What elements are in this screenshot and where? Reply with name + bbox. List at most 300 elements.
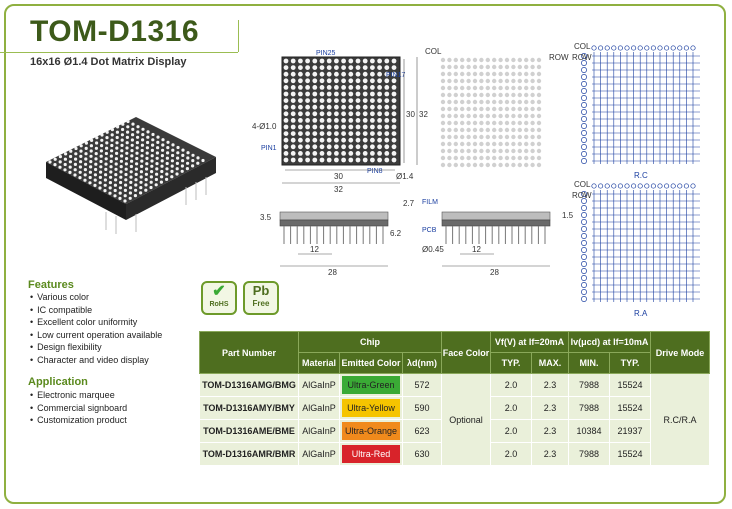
grid-dot	[492, 107, 496, 111]
grid-dot	[511, 135, 515, 139]
schematic-col-pin	[618, 46, 622, 50]
page-subtitle: 16x16 Ø1.4 Dot Matrix Display	[30, 56, 187, 68]
led-dot	[305, 125, 310, 130]
led-dot	[165, 167, 168, 170]
grid-dot	[454, 93, 458, 97]
schematic-col-pin	[631, 46, 635, 50]
free-label: Free	[252, 299, 270, 308]
height-32: 32	[419, 110, 428, 119]
led-dot	[85, 142, 88, 145]
led-dot	[284, 78, 289, 83]
led-dot	[160, 181, 163, 184]
led-dot	[327, 144, 332, 149]
grid-dot	[498, 135, 502, 139]
grid-dot	[530, 156, 534, 160]
grid-dot	[473, 86, 477, 90]
led-dot	[312, 144, 317, 149]
led-dot	[135, 157, 138, 160]
led-dot	[348, 125, 353, 130]
grid-dot	[530, 107, 534, 111]
pin-diameter: Ø0.45	[422, 245, 444, 254]
grid-dot	[498, 79, 502, 83]
pin8-label: PIN8	[367, 168, 383, 175]
led-dot	[377, 138, 382, 143]
led-dot	[291, 72, 296, 77]
grid-dot	[466, 58, 470, 62]
led-dot	[126, 136, 129, 139]
col-row-grid	[425, 45, 575, 175]
led-dot	[83, 179, 86, 182]
schematic-rc-label: R.C	[634, 171, 648, 180]
schematic-col-pin	[592, 46, 596, 50]
dim-12-b: 12	[472, 245, 481, 254]
dim-12: 12	[310, 245, 319, 254]
grid-dot	[498, 121, 502, 125]
led-dot	[170, 170, 173, 173]
led-dot	[121, 139, 124, 142]
header-iv-typ: TYP.	[610, 353, 651, 374]
page-title: TOM-D1316	[30, 15, 200, 48]
grid-dot	[441, 128, 445, 132]
grid-dot	[460, 163, 464, 167]
led-dot	[284, 105, 289, 110]
grid-dot	[518, 93, 522, 97]
led-dot	[320, 92, 325, 97]
grid-dot	[447, 65, 451, 69]
dot-diameter: Ø1.4	[396, 172, 414, 181]
led-dot	[95, 147, 98, 150]
led-dot	[305, 138, 310, 143]
grid-dot	[505, 142, 509, 146]
grid-dot	[518, 149, 522, 153]
grid-dot	[454, 156, 458, 160]
led-dot	[171, 159, 174, 162]
grid-dot	[524, 65, 528, 69]
grid-dot	[466, 79, 470, 83]
led-dot	[298, 158, 303, 163]
grid-dot	[466, 93, 470, 97]
led-dot	[305, 144, 310, 149]
led-dot	[284, 144, 289, 149]
led-dot	[141, 144, 144, 147]
grid-dot	[447, 58, 451, 62]
grid-dot	[537, 86, 541, 90]
grid-dot	[454, 163, 458, 167]
dim-28: 28	[328, 268, 337, 276]
led-dot	[291, 92, 296, 97]
grid-dot	[479, 142, 483, 146]
schematic-col-pin	[691, 184, 695, 188]
led-dot	[305, 118, 310, 123]
led-dot	[363, 78, 368, 83]
led-dot	[370, 125, 375, 130]
grid-dot	[473, 65, 477, 69]
feature-item: • Various color	[30, 291, 162, 304]
led-dot	[377, 151, 382, 156]
grid-dot	[466, 149, 470, 153]
led-dot	[139, 181, 142, 184]
schematic-ra-grid	[581, 184, 700, 302]
grid-dot	[518, 114, 522, 118]
feature-item: • Excellent color uniformity	[30, 316, 162, 329]
led-dot	[84, 168, 87, 171]
led-dot	[291, 85, 296, 90]
led-dot	[100, 144, 103, 147]
led-dot	[89, 171, 92, 174]
led-dot	[363, 98, 368, 103]
lambda-cell: 623	[403, 420, 442, 443]
grid-dot	[518, 163, 522, 167]
grid-dot	[518, 79, 522, 83]
led-dot	[151, 144, 154, 147]
led-dot	[356, 151, 361, 156]
led-dot	[377, 125, 382, 130]
led-dot	[110, 144, 113, 147]
lambda-cell: 630	[403, 443, 442, 466]
led-dot	[131, 128, 134, 131]
grid-dot	[460, 142, 464, 146]
grid-dot	[454, 128, 458, 132]
led-dot	[90, 149, 93, 152]
grid-dot	[454, 114, 458, 118]
led-dot	[363, 92, 368, 97]
led-dot	[114, 184, 117, 187]
led-dot	[334, 125, 339, 130]
grid-dot	[479, 58, 483, 62]
led-dot	[141, 133, 144, 136]
grid-dot	[518, 65, 522, 69]
led-dot	[334, 98, 339, 103]
grid-dot	[486, 58, 490, 62]
grid-dot	[524, 58, 528, 62]
grid-dot	[466, 65, 470, 69]
led-dot	[348, 138, 353, 143]
grid-dot	[454, 65, 458, 69]
feature-item: • Character and video display	[30, 354, 162, 367]
schematic-rc-row-label: ROW	[572, 53, 592, 62]
led-dot	[150, 170, 153, 173]
grid-dot	[524, 100, 528, 104]
led-dot	[370, 158, 375, 163]
grid-dot	[486, 121, 490, 125]
dim-6-2: 6.2	[390, 229, 402, 238]
led-dot	[334, 111, 339, 116]
schematic-ra-col-label: COL	[574, 180, 591, 189]
led-dot	[348, 151, 353, 156]
grid-dot	[479, 79, 483, 83]
led-dot	[327, 65, 332, 70]
led-dot	[363, 151, 368, 156]
grid-dot	[479, 156, 483, 160]
led-dot	[377, 118, 382, 123]
grid-dot	[486, 93, 490, 97]
led-dot	[191, 159, 194, 162]
led-dot	[104, 173, 107, 176]
grid-dot	[498, 128, 502, 132]
led-dot	[136, 141, 139, 144]
schematic-col-pin	[658, 46, 662, 50]
led-dot	[298, 92, 303, 97]
grid-dot	[454, 58, 458, 62]
schematic-col-pin	[664, 46, 668, 50]
dim-28-b: 28	[490, 268, 499, 276]
led-dot	[356, 158, 361, 163]
led-dot	[134, 189, 137, 192]
led-dot	[64, 163, 67, 166]
led-dot	[392, 138, 397, 143]
led-dot	[284, 72, 289, 77]
led-dot	[139, 186, 142, 189]
led-dot	[140, 165, 143, 168]
led-dot	[291, 98, 296, 103]
grid-dot	[524, 79, 528, 83]
led-dot	[377, 111, 382, 116]
led-dot	[370, 59, 375, 64]
led-dot	[341, 118, 346, 123]
led-dot	[119, 176, 122, 179]
grid-dot	[447, 128, 451, 132]
grid-dot	[498, 114, 502, 118]
led-dot	[151, 154, 154, 157]
grid-dot	[524, 156, 528, 160]
led-dot	[130, 160, 133, 163]
grid-dot	[518, 58, 522, 62]
led-dot	[370, 78, 375, 83]
led-dot	[341, 72, 346, 77]
material-cell: AlGaInP	[299, 443, 340, 466]
led-dot	[341, 125, 346, 130]
led-dot	[348, 158, 353, 163]
vf-typ-cell: 2.0	[491, 420, 532, 443]
feature-item: • IC compatible	[30, 304, 162, 317]
led-dot	[73, 173, 76, 176]
grid-dot	[466, 100, 470, 104]
led-dot	[99, 160, 102, 163]
led-dot	[165, 178, 168, 181]
led-dot	[320, 151, 325, 156]
schematic-col-pin	[598, 184, 602, 188]
grid-dot	[486, 149, 490, 153]
grid-dot	[492, 121, 496, 125]
led-dot	[384, 118, 389, 123]
led-dot	[312, 158, 317, 163]
led-dot	[150, 181, 153, 184]
schematic-col-pin	[631, 184, 635, 188]
led-dot	[89, 176, 92, 179]
led-dot	[363, 138, 368, 143]
dim-2-7: 2.7	[403, 199, 415, 208]
led-dot	[119, 170, 122, 173]
grid-dot	[454, 72, 458, 76]
led-dot	[348, 144, 353, 149]
led-dot	[298, 118, 303, 123]
led-dot	[377, 131, 382, 136]
iv-min-cell: 10384	[569, 420, 610, 443]
grid-dot	[498, 93, 502, 97]
header-lambda: λd(nm)	[403, 353, 442, 374]
grid-dot	[441, 163, 445, 167]
header-material: Material	[299, 353, 340, 374]
lambda-cell: 590	[403, 397, 442, 420]
led-dot	[114, 173, 117, 176]
led-dot	[334, 78, 339, 83]
grid-dot	[492, 149, 496, 153]
led-dot	[125, 162, 128, 165]
led-dot	[125, 168, 128, 171]
material-cell: AlGaInP	[299, 374, 340, 397]
led-dot	[377, 158, 382, 163]
iv-typ-cell: 15524	[610, 443, 651, 466]
led-dot	[384, 125, 389, 130]
led-dot	[130, 149, 133, 152]
face-color-cell: Optional	[442, 374, 491, 466]
led-dot	[140, 175, 143, 178]
led-dot	[121, 133, 124, 136]
led-dot	[120, 160, 123, 163]
led-dot	[191, 154, 194, 157]
header-vf-max: MAX.	[532, 353, 569, 374]
led-dot	[84, 152, 87, 155]
led-dot	[165, 173, 168, 176]
led-dot	[123, 199, 126, 202]
led-dot	[312, 59, 317, 64]
grid-dot	[460, 121, 464, 125]
led-dot	[384, 144, 389, 149]
schematic-col-pin	[658, 184, 662, 188]
grid-dot	[524, 86, 528, 90]
led-dot	[166, 151, 169, 154]
led-dot	[84, 173, 87, 176]
part-number-cell: TOM-D1316AMR/BMR	[200, 443, 299, 466]
grid-dot	[511, 93, 515, 97]
grid-dot	[524, 107, 528, 111]
schematic-row-pin	[581, 240, 586, 245]
led-dot	[305, 72, 310, 77]
grid-dot	[473, 121, 477, 125]
led-dot	[334, 151, 339, 156]
led-dot	[116, 136, 119, 139]
led-dot	[284, 151, 289, 156]
led-dot	[150, 159, 153, 162]
led-dot	[136, 146, 139, 149]
grid-dot	[505, 163, 509, 167]
side-view-drawing	[258, 196, 423, 276]
iv-min-cell: 7988	[569, 397, 610, 420]
grid-dot	[518, 121, 522, 125]
grid-dot	[479, 93, 483, 97]
led-dot	[377, 92, 382, 97]
led-dot	[130, 165, 133, 168]
led-dot	[144, 183, 147, 186]
schematic-ra	[570, 178, 710, 320]
led-dot	[176, 157, 179, 160]
grid-dots	[441, 58, 541, 167]
led-dot	[110, 139, 113, 142]
led-dot	[171, 165, 174, 168]
led-dot	[186, 156, 189, 159]
led-dot	[384, 65, 389, 70]
schematic-col-pin	[664, 184, 668, 188]
led-dot	[348, 118, 353, 123]
schematic-col-pin	[651, 184, 655, 188]
led-dot	[59, 155, 62, 158]
led-dot	[171, 149, 174, 152]
grid-dot	[486, 142, 490, 146]
led-dot	[370, 85, 375, 90]
schematic-col-pin	[645, 184, 649, 188]
led-dot	[136, 136, 139, 139]
schematic-rc	[570, 40, 710, 182]
grid-dot	[466, 135, 470, 139]
grid-dot	[518, 142, 522, 146]
led-dot	[298, 138, 303, 143]
led-dot	[284, 85, 289, 90]
grid-dot	[486, 100, 490, 104]
led-dot	[392, 78, 397, 83]
grid-dot	[530, 142, 534, 146]
grid-dot	[492, 65, 496, 69]
grid-dot	[479, 86, 483, 90]
grid-dot	[518, 107, 522, 111]
led-dot	[327, 98, 332, 103]
grid-dot	[447, 135, 451, 139]
grid-dot	[511, 72, 515, 76]
led-dot	[109, 165, 112, 168]
led-dot	[312, 151, 317, 156]
grid-dot	[466, 142, 470, 146]
grid-dot	[479, 121, 483, 125]
iv-min-cell: 7988	[569, 374, 610, 397]
grid-dot	[498, 142, 502, 146]
led-dot	[119, 181, 122, 184]
grid-dot	[537, 163, 541, 167]
iv-typ-cell: 21937	[610, 420, 651, 443]
led-dot	[377, 72, 382, 77]
grid-dot	[511, 114, 515, 118]
led-dot	[341, 151, 346, 156]
led-dot	[356, 85, 361, 90]
led-dot	[327, 158, 332, 163]
iv-typ-cell: 15524	[610, 397, 651, 420]
led-dot	[145, 162, 148, 165]
grid-dot	[486, 163, 490, 167]
led-dot	[356, 72, 361, 77]
grid-dot	[454, 79, 458, 83]
led-dot	[298, 98, 303, 103]
pin1-label: PIN1	[261, 145, 277, 152]
led-dot	[334, 85, 339, 90]
led-dot	[291, 111, 296, 116]
led-dot	[327, 92, 332, 97]
led-dot	[115, 147, 118, 150]
led-dot	[84, 163, 87, 166]
led-dot	[120, 154, 123, 157]
led-dot	[327, 111, 332, 116]
led-dot	[327, 72, 332, 77]
grid-dot	[460, 93, 464, 97]
led-dot	[135, 162, 138, 165]
led-dot	[327, 78, 332, 83]
grid-dot	[460, 156, 464, 160]
led-dot	[166, 141, 169, 144]
led-dot	[320, 144, 325, 149]
led-dot	[78, 176, 81, 179]
led-dot	[171, 154, 174, 157]
led-dot	[79, 160, 82, 163]
grid-dot	[518, 156, 522, 160]
grid-dot	[511, 86, 515, 90]
led-dot	[341, 158, 346, 163]
